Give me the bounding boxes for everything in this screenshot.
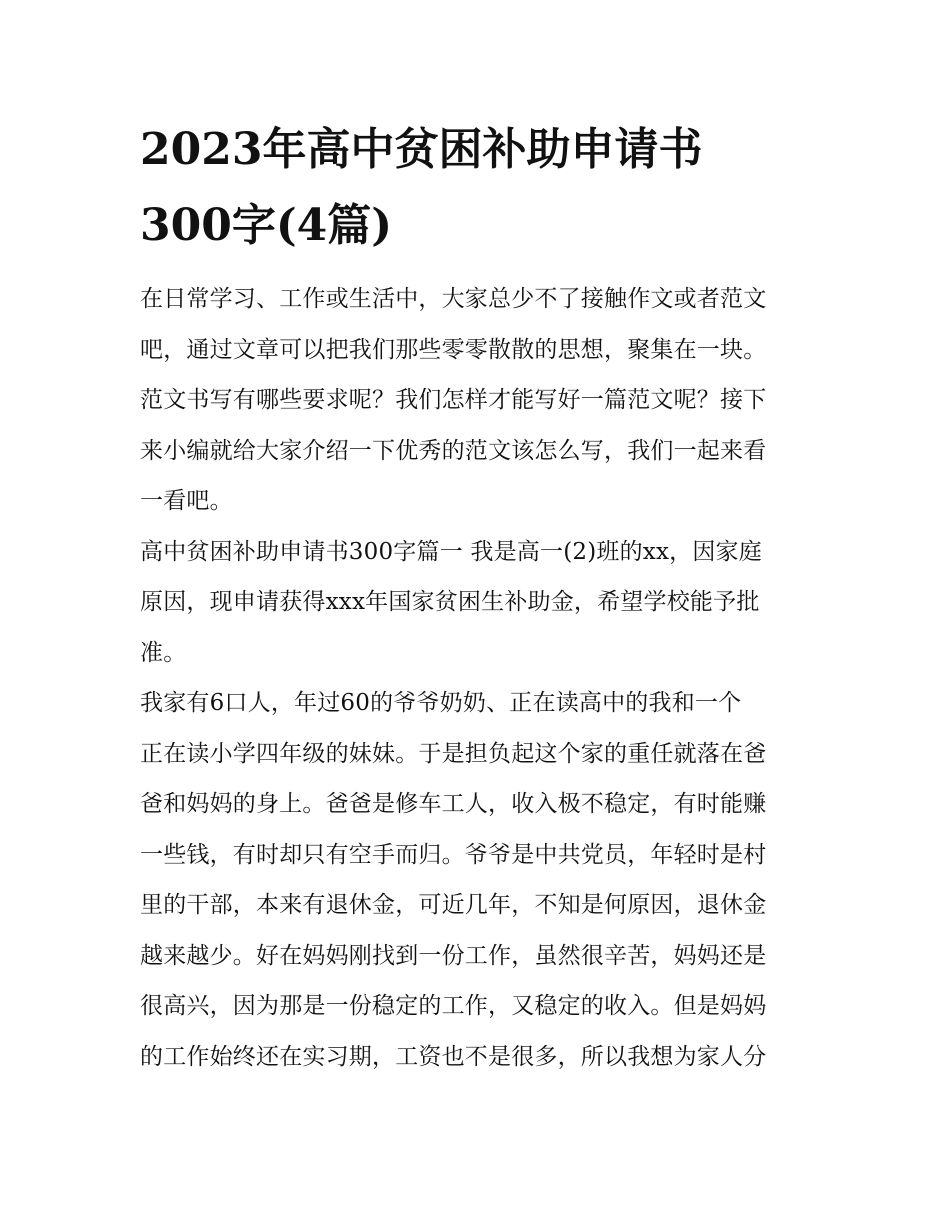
document-page bbox=[140, 112, 812, 1082]
family-paragraph bbox=[140, 678, 812, 1082]
text-line: 范文书写有哪些要求呢？我们怎样才能写好一篇范文呢？接下 bbox=[140, 387, 767, 413]
intro-paragraph bbox=[140, 274, 812, 527]
text-line: 高中贫困补助申请书300字篇一 我是高一(2)班的xx，因家庭 bbox=[140, 538, 762, 565]
text-line: 在日常学习、工作或生活中，大家总少不了接触作文或者范文 bbox=[140, 286, 767, 312]
text-line: 很高兴，因为那是一份稳定的工作，又稳定的收入。但是妈妈 bbox=[140, 993, 767, 1019]
document-title bbox=[140, 112, 812, 264]
text-line: 来小编就给大家介绍一下优秀的范文该怎么写，我们一起来看 bbox=[140, 437, 767, 464]
text-line: 一些钱，有时却只有空手而归。爷爷是中共党员，年轻时是村 bbox=[140, 841, 767, 868]
text-line: 准。 bbox=[140, 639, 187, 666]
application-paragraph bbox=[140, 527, 812, 679]
text-line: 一看吧。 bbox=[140, 488, 233, 514]
title-line: 2023年高中贫困补助申请书 bbox=[140, 124, 703, 175]
title-line: 300字(4篇) bbox=[140, 200, 393, 251]
text-line: 正在读小学四年级的妹妹。于是担负起这个家的重任就落在爸 bbox=[140, 740, 767, 767]
text-line: 爸和妈妈的身上。爸爸是修车工人，收入极不稳定，有时能赚 bbox=[140, 791, 767, 817]
text-line: 越来越少。好在妈妈刚找到一份工作，虽然很辛苦，妈妈还是 bbox=[140, 942, 767, 969]
text-line: 吧，通过文章可以把我们那些零零散散的思想，聚集在一块。 bbox=[140, 336, 767, 363]
text-line: 我家有6口人，年过60的爷爷奶奶、正在读高中的我和一个 bbox=[140, 690, 742, 716]
text-line: 的工作始终还在实习期，工资也不是很多，所以我想为家人分 bbox=[140, 1043, 767, 1070]
text-line: 原因，现申请获得xxx年国家贫困生补助金，希望学校能予批 bbox=[140, 589, 760, 615]
text-line: 里的干部，本来有退休金，可近几年，不知是何原因，退休金 bbox=[140, 892, 767, 918]
